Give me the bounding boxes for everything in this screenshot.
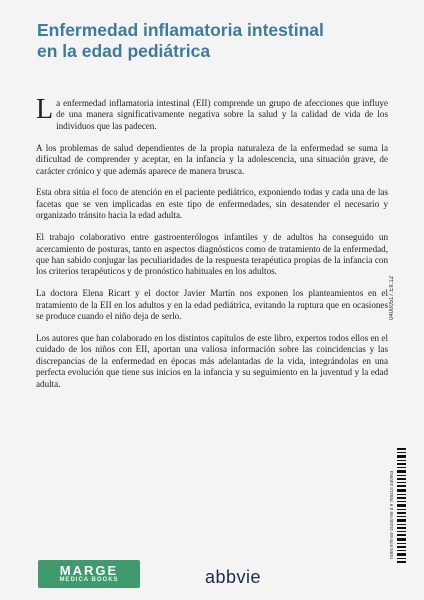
cover-title — [37, 20, 377, 62]
barcode-digits: 9 788415 340953 — [389, 470, 394, 507]
barcode-bars-icon — [397, 448, 406, 563]
cover-title-line-1: Enfermedad inflamatoria intestinal — [37, 20, 324, 40]
cover-title-line-2: en la edad pediátrica — [37, 41, 211, 61]
blurb-text — [36, 94, 388, 401]
marge-medica-books-logo — [38, 560, 140, 588]
publisher-name: MARGE — [59, 563, 119, 578]
publisher-subname: MEDICA BOOKS — [59, 577, 119, 583]
isbn-text — [389, 430, 397, 600]
product-code: 04000517.EII.12 — [389, 275, 395, 320]
barcode — [389, 430, 409, 600]
abbvie-logo: abbvie — [205, 567, 262, 587]
blurb-paragraph-3: Esta obra sitúa el foco de atención en el paciente pediátrico, exponiendo todas y cada una de las facetas que se ven implicadas en este tipo de enfermedades, sin desatender el necesario y organizado tránsito hacia la edad adulta. — [36, 187, 388, 221]
blurb-paragraph-1-text: a enfermedad inflamatoria intestinal (EII) comprende un grupo de afecciones que influye de una manera significativamente negativa sobre la salud y la calidad de vida de los individuos que las padecen. — [56, 98, 388, 131]
blurb-paragraph-1 — [36, 94, 388, 132]
blurb-paragraph-6: Los autores que han colaborado en los distintos capítulos de este libro, expertos todos ellos en el cuidado de los niños con EII, aportan una valiosa información sobre las coincidencias y las discrepancias de la enfermedad en épocas más adelantadas de la vida, integrándolas en una perfecta evolución que tiene sus inicios en la infancia y su seguimiento en la juventud y la edad adulta. — [36, 333, 388, 389]
blurb-paragraph-5: La doctora Elena Ricart y el doctor Javier Martín nos exponen los planteamientos en el tratamiento de la EII en los adultos y en la edad pediátrica, evitando la ruptura que en ocasiones se produce cuando el niño deja de serlo. — [36, 288, 388, 322]
drop-cap: L — [36, 94, 54, 125]
blurb-paragraph-4: El trabajo colaborativo entre gastroenterólogos infantiles y de adultos ha conseguido un acercamiento de posturas, tanto en aspectos diagnósticos como de tratamiento de la enfermedad, que han sabido conjugar las peculiaridades de la respuesta terapéutica propias de la infancia con los criterios terapéuticos y de pronóstico habituales en los adultos. — [36, 232, 388, 277]
blurb-paragraph-2: A los problemas de salud dependientes de la propia naturaleza de la enfermedad se suma la dificultad de comprender y aceptar, en la infancia y la adolescencia, una situación grave, de carácter crónico y que además aparece de manera brusca. — [36, 142, 388, 176]
isbn-label: ISBN 978-84-15340-95-3 — [389, 507, 394, 560]
